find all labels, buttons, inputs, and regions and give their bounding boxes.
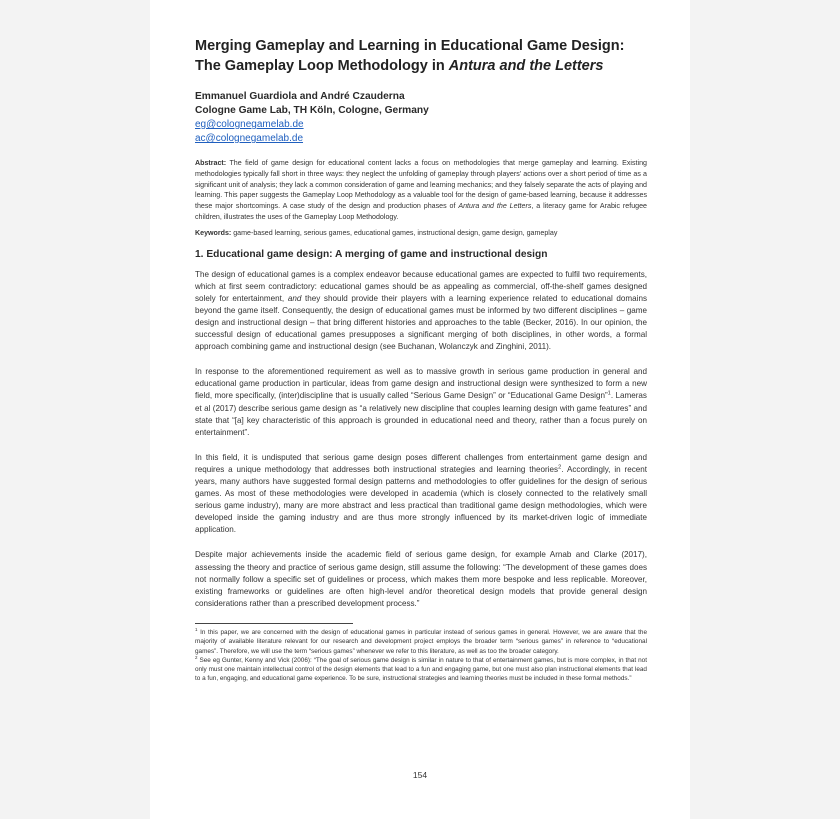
keywords-label: Keywords: xyxy=(195,228,232,237)
footnote-1-marker: 1 xyxy=(195,626,198,632)
section-heading-1: 1. Educational game design: A merging of game and instructional design xyxy=(195,248,548,260)
footnote-1 xyxy=(195,628,647,656)
abstract-text-1: The field of game design for educational content lacks a focus on methodologies that merge gameplay and learning. Existing methodologies typically fall short in three ways: they neglect the unfolding of gameplay through players’ actions over a short period of time as a significant unit of analysis; they lack a common consideration of game and learning mechanics; and they falsely separate the acts of playing and learning. This paper suggests the Gameplay Loop Methodology as a valuable tool for the design of game-based learning, because it addresses these major shortcomings. A case study of the design and production phases of xyxy=(195,159,647,211)
paragraph-3-text-a: In this field, it is undisputed that serious game design poses different challenges from entertainment game design and requires a unique methodology that addresses both instructional strategies and learning theories xyxy=(195,452,647,474)
page-content xyxy=(195,36,647,684)
paragraph-4: Despite major achievements inside the academic field of serious game design, for example Arnab and Clarke (2017), assessing the theory and practice of serious game design, still assume the following: “The development of these games does not normally follow a specific set of guidelines or process, which makes them more bespoke and less replicable. Moreover, existing frameworks or guidelines are often high-level and/or theoretical design models that provide general design considerations rather than a prescribed development process.” xyxy=(195,550,647,608)
email-link-czauderna[interactable]: ac@colognegamelab.de xyxy=(195,133,304,144)
paragraph-2-text-b: . Lameras et al (2017) describe serious game design as “a relatively new discipline that couples learning design with game features” and state that “[a] key characteristic of this approach is grounded in educational need and theory, rather than a focus purely on entertainment”. xyxy=(195,391,647,437)
title-italic-text: Antura and the Letters xyxy=(448,58,604,74)
paragraph-3-text-b: . Accordingly, in recent years, many authors have suggested formal design patterns and methodologies to offer guidelines for the design of serious games. As most of these methodologies were developed in academia (which is closely connected to the relatively small serious game industry), many are more abstract and less practical than traditional game design methodologies, which were developed inside the gaming industry and are thus more strongly influenced by its market-driven logic of immediate application. xyxy=(195,464,648,535)
footnote-2 xyxy=(195,656,647,684)
footnote-divider xyxy=(195,623,353,624)
paragraph-1-italic: and xyxy=(287,293,302,303)
footnote-ref-1[interactable]: 1 xyxy=(607,390,611,397)
abstract-italic: Antura and the Letters xyxy=(458,202,532,211)
author-names: Emmanuel Guardiola and André Czauderna xyxy=(195,91,405,102)
paragraph-2-text-a: In response to the aforementioned requirement as well as to massive growth in serious game production in general and educational game production in particular, ideas from game design and instructional design were synthesized to form a new field, more specifically, (inter)discipline that is usually called “Serious Game Design” or “Educational Game Design” xyxy=(195,367,647,401)
abstract xyxy=(195,158,647,223)
paragraph-1-text-b: they should provide their players with a learning experience related to educational domains beyond the game itself. Consequently, the design of educational games must be informed by two different disciplines – game design and instructional design – that bring different histories and approaches to the table (Becker, 2016). In our opinion, the successful design of educational games presupposes a significant merging of both disciplines, in other words, a formal approach combining game and instructional design (see Buchanan, Wolanczyk and Zinghini, 2011). xyxy=(195,293,648,352)
paper-title xyxy=(195,36,647,76)
keywords xyxy=(195,228,647,239)
paragraph-2 xyxy=(195,366,647,439)
paragraph-1-text-a: The design of educational games is a complex endeavor because educational games are expected to fulfil two requirements, which at first seem contradictory: educational games should be as appealing as commercial, off-the-shelf games designed solely for entertainment, xyxy=(195,269,647,303)
footnote-2-marker: 2 xyxy=(195,654,198,660)
document-page xyxy=(150,0,690,819)
title-main-text: Merging Gameplay and Learning in Educational Game Design: The Gameplay Loop Methodology in xyxy=(195,38,625,74)
footnote-ref-2[interactable]: 2 xyxy=(558,464,562,471)
author-affiliation: Cologne Game Lab, TH Köln, Cologne, Germany xyxy=(195,105,429,116)
email-link-guardiola[interactable]: eg@colognegamelab.de xyxy=(195,119,304,130)
paragraph-3 xyxy=(195,452,647,537)
paragraph-1 xyxy=(195,269,647,354)
footnote-2-text: See eg Gunter, Kenny and Vick (2006): “The goal of serious game design is similar in nature to that of entertainment games, but is more complex, in that not only must one maintain intellectual control of the design elements that lead to a fun and engaging game, but one must also plan instructional elements that lead to a fun, engaging, and educational game experience. To be sure, instructional strategies and learning theories must be included in these formal methods.” xyxy=(195,656,647,683)
abstract-label: Abstract: xyxy=(195,159,227,167)
keywords-text: game-based learning, serious games, educational games, instructional design, game design, gameplay xyxy=(231,228,558,237)
page-number: 154 xyxy=(412,770,428,780)
footnote-1-text: In this paper, we are concerned with the design of educational games in particular instead of serious games in general. However, we are aware that the majority of available literature relevant for our research and development project employs the broader term “serious games” in reference to “educational games”. Therefore, we will use the term “serious games” whenever we refer to this literature, as well as too the broader category. xyxy=(195,628,647,655)
abstract-text-2: , a literacy game for Arabic refugee children, illustrates the uses of the Gameplay Loop Methodology. xyxy=(195,202,647,221)
